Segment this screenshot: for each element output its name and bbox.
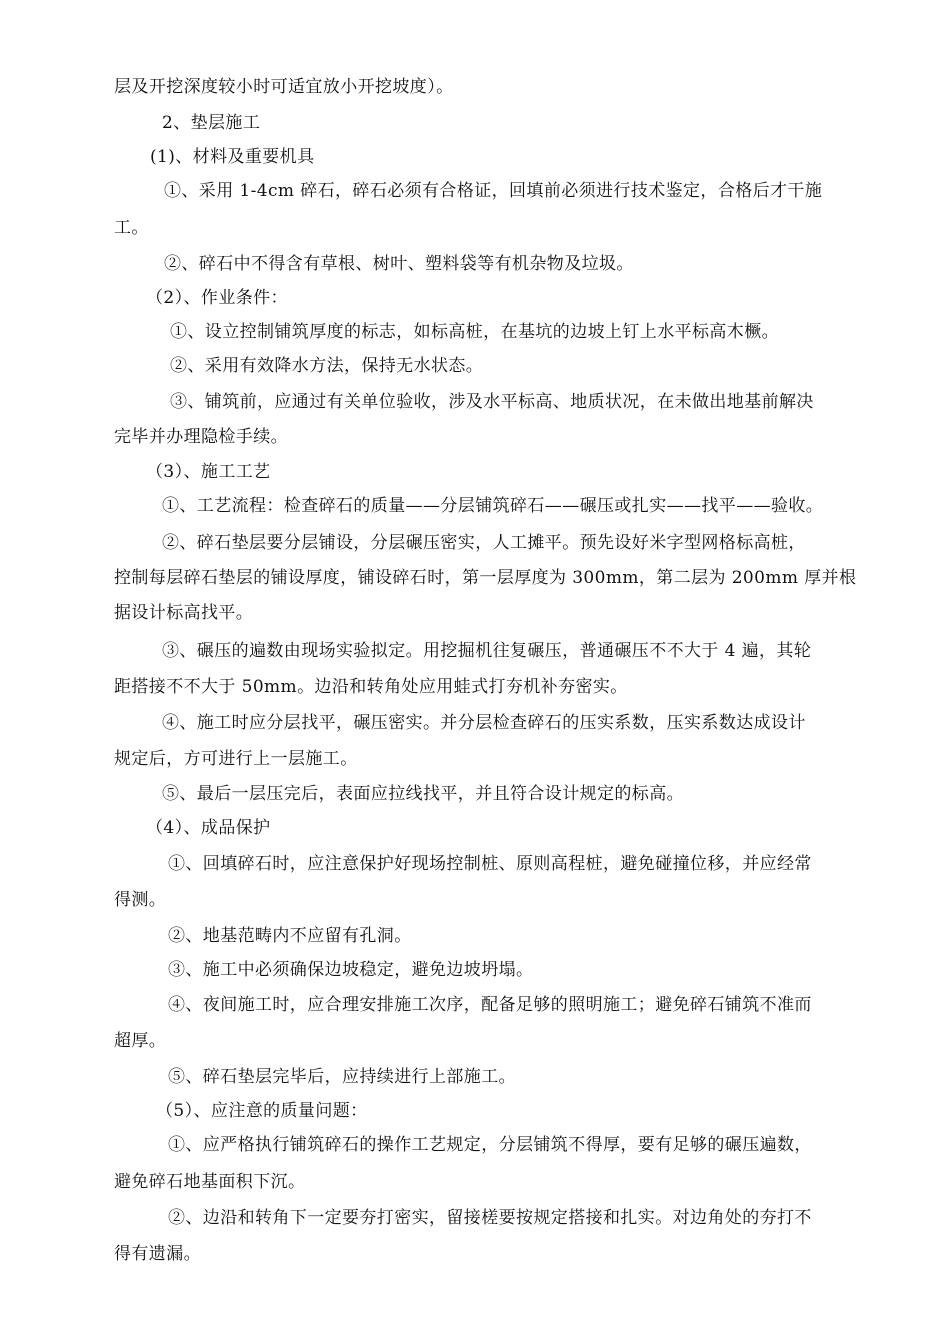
text-line: ②、边沿和转角下一定要夯打密实，留接槎要按规定搭接和扎实。对边角处的夯打不 [168,1208,812,1228]
subsection-heading: （4）、成品保护 [146,818,271,838]
text-line: 层及开挖深度较小时可适宜放小开挖坡度）。 [114,77,454,97]
text-line: ③、铺筑前，应通过有关单位验收，涉及水平标高、地质状况，在未做出地基前解决 [170,392,814,412]
text-line: ②、采用有效降水方法，保持无水状态。 [170,356,484,376]
text-line: ③、施工中必须确保边坡稳定，避免边坡坍塌。 [168,960,534,980]
text-line: ④、施工时应分层找平，碾压密实。并分层检查碎石的压实系数，压实系数达成设计 [162,713,806,733]
text-line: ⑤、碎石垫层完毕后，应持续进行上部施工。 [168,1067,516,1087]
text-line: 得有遗漏。 [114,1244,201,1264]
text-line: ③、碾压的遍数由现场实验拟定。用挖掘机往复碾压，普通碾压不不大于 4 遍，其轮 [162,641,812,661]
text-line: ②、地基范畴内不应留有孔洞。 [168,926,412,946]
section-heading: 2、垫层施工 [162,113,261,133]
subsection-heading: （5）、应注意的质量问题： [156,1101,368,1121]
text-line: 据设计标高找平。 [114,603,254,623]
text-line: 得测。 [114,890,167,910]
text-line: ①、采用 1-4cm 碎石，碎石必须有合格证，回填前必须进行技术鉴定，合格后才干施 [164,181,823,201]
text-line: ②、碎石中不得含有草根、树叶、塑料袋等有机杂物及垃圾。 [164,254,634,274]
subsection-heading: （2）、作业条件： [146,288,288,308]
text-line: 完毕并办理隐检手续。 [114,427,288,447]
text-line: 超厚。 [114,1031,167,1051]
text-line: ①、设立控制铺筑厚度的标志，如标高桩，在基坑的边坡上钉上水平标高木橛。 [170,322,779,342]
text-line: ①、工艺流程：检查碎石的质量——分层铺筑碎石——碾压或扎实——找平——验收。 [162,496,824,516]
subsection-heading: (1)、材料及重要机具 [150,147,315,167]
text-line: 控制每层碎石垫层的铺设厚度，铺设碎石时，第一层厚度为 300mm，第二层为 200mm 厚并根 [114,568,857,588]
text-line: 规定后，方可进行上一层施工。 [114,749,358,769]
text-line: 距搭接不不大于 50mm。边沿和转角处应用蛙式打夯机补夯密实。 [114,677,628,697]
text-line: ①、回填碎石时，应注意保护好现场控制桩、原则高程桩，避免碰撞位移，并应经常 [168,854,812,874]
subsection-heading: （3）、施工工艺 [146,462,271,482]
text-line: ①、应严格执行铺筑碎石的操作工艺规定，分层铺筑不得厚，要有足够的碾压遍数， [168,1135,812,1155]
text-line: 工。 [114,218,149,238]
text-line: ④、夜间施工时，应合理安排施工次序，配备足够的照明施工；避免碎石铺筑不准而 [168,995,812,1015]
text-line: ⑤、最后一层压完后，表面应拉线找平，并且符合设计规定的标高。 [162,784,684,804]
text-line: ②、碎石垫层要分层铺设，分层碾压密实，人工摊平。预先设好米字型网格标高桩， [162,533,806,553]
text-line: 避免碎石地基面积下沉。 [114,1172,306,1192]
